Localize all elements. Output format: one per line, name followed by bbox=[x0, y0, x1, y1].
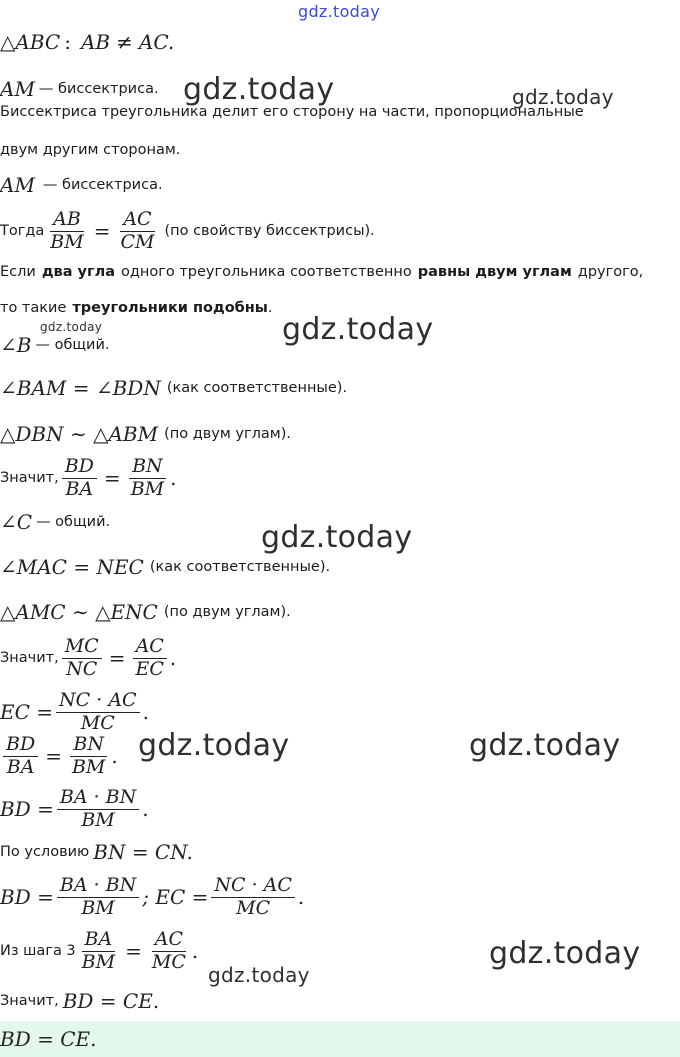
triangle-symbol: △ bbox=[0, 30, 16, 54]
denominator: BM bbox=[81, 950, 116, 973]
similarity-rule-line-1 bbox=[0, 264, 680, 280]
rule-text: другого, bbox=[577, 264, 644, 280]
lhs-expression: EC = bbox=[0, 700, 54, 725]
answer-line bbox=[0, 1027, 680, 1051]
denominator: NC bbox=[66, 657, 98, 680]
vertex-c: C bbox=[16, 510, 33, 534]
fraction-nc-ac-mc bbox=[56, 691, 140, 734]
mid-expression: ; EC = bbox=[142, 885, 209, 910]
bisector-line-2 bbox=[0, 173, 680, 197]
rule-text: . bbox=[267, 300, 273, 316]
reason-text: (по двум углам). bbox=[164, 426, 291, 442]
reason-text: (как соответственные). bbox=[149, 559, 331, 575]
rule-bold-text: треугольники подобны bbox=[72, 300, 268, 316]
prefix-text: Значит, bbox=[0, 650, 59, 667]
given-line bbox=[0, 30, 680, 54]
conclusion-line bbox=[0, 989, 680, 1013]
equals-sign: = bbox=[108, 646, 126, 671]
angle-symbol: ∠ bbox=[0, 510, 17, 534]
rule-bold-text: два угла bbox=[41, 264, 115, 280]
condition-expression: BN = CN. bbox=[93, 840, 193, 864]
numerator: BA · BN bbox=[57, 876, 139, 898]
fraction-bd-ba bbox=[3, 735, 38, 778]
watermark: gdz.today bbox=[261, 520, 413, 555]
denominator: MC bbox=[236, 896, 271, 919]
numerator: BA bbox=[82, 930, 116, 952]
denominator: BA bbox=[65, 477, 94, 500]
numerator: AB bbox=[50, 210, 84, 232]
numerator: AC bbox=[133, 637, 167, 659]
similar-triangles-line-2 bbox=[0, 600, 680, 624]
watermark: gdz.today bbox=[138, 728, 290, 763]
equals-sign: = bbox=[93, 219, 111, 244]
prefix-text: Тогда bbox=[0, 223, 45, 240]
theorem-text-2: двум другим сторонам. bbox=[0, 142, 181, 158]
theorem-text-1: Биссектриса треугольника делит его сторону на части, пропорциональные bbox=[0, 104, 584, 120]
reason-text: (как соответственные). bbox=[166, 380, 348, 396]
equals-sign: = bbox=[45, 744, 62, 769]
prefix-text: По условию bbox=[0, 844, 90, 860]
denominator: BM bbox=[71, 755, 106, 778]
watermark: gdz.today bbox=[40, 320, 103, 334]
rule-text: Если bbox=[0, 264, 36, 280]
period: . bbox=[111, 744, 118, 769]
period: . bbox=[142, 797, 149, 822]
denominator: MC bbox=[80, 711, 115, 734]
prefix-text: Значит, bbox=[0, 993, 59, 1009]
common-text: — общий. bbox=[35, 337, 110, 353]
suffix-text: (по свойству биссектрисы). bbox=[164, 223, 375, 240]
fraction-bd-ba bbox=[62, 457, 97, 500]
bisector-property-line bbox=[0, 210, 680, 253]
ratio-line-1 bbox=[0, 457, 680, 500]
numerator: BN bbox=[129, 457, 166, 479]
watermark: gdz.today bbox=[298, 2, 380, 21]
similarity-statement: △AMC ∼ △ENC bbox=[0, 600, 158, 624]
bisector-text: — биссектриса. bbox=[42, 177, 163, 193]
watermark: gdz.today bbox=[208, 963, 310, 987]
fraction-bn-bm bbox=[128, 457, 167, 500]
lhs-expression: BD = bbox=[0, 885, 54, 910]
similar-triangles-line-1 bbox=[0, 422, 680, 446]
period: . bbox=[169, 646, 177, 671]
similarity-statement: △DBN ∼ △ABM bbox=[0, 422, 159, 446]
watermark: gdz.today bbox=[512, 85, 614, 109]
not-equal-sign: ≠ bbox=[116, 30, 133, 54]
watermark: gdz.today bbox=[489, 936, 641, 971]
denominator: BM bbox=[50, 230, 84, 253]
colon: : bbox=[64, 30, 71, 54]
watermark: gdz.today bbox=[469, 728, 621, 763]
segment-am: AM bbox=[0, 173, 35, 197]
conclusion-expression: BD = CE. bbox=[62, 989, 160, 1013]
common-text: — общий. bbox=[36, 514, 111, 530]
reason-text: (по двум углам). bbox=[163, 604, 291, 620]
fraction-mc-nc bbox=[62, 637, 102, 680]
fraction-ab-bm bbox=[47, 210, 86, 253]
fraction-bn-bm bbox=[69, 735, 108, 778]
vertex-b: B bbox=[16, 333, 32, 357]
denominator: MC bbox=[151, 950, 186, 973]
period: . bbox=[297, 885, 305, 910]
numerator: MC bbox=[62, 637, 102, 659]
fraction-ac-mc bbox=[149, 930, 189, 973]
bisector-text: — биссектриса. bbox=[38, 81, 159, 97]
denominator: BA bbox=[6, 755, 35, 778]
fraction-ac-cm bbox=[117, 210, 157, 253]
condition-line bbox=[0, 840, 680, 864]
rule-text: то такие bbox=[0, 300, 67, 316]
ratio-line-2 bbox=[0, 637, 680, 680]
fraction-ba-bn-bm bbox=[57, 876, 139, 919]
rule-text: одного треугольника соответственно bbox=[120, 264, 412, 280]
lhs-expression: BD = bbox=[0, 797, 54, 822]
numerator: BD bbox=[3, 735, 38, 757]
answer-box bbox=[0, 1021, 680, 1057]
fraction-ac-ec bbox=[132, 637, 166, 680]
segment-ab: AB bbox=[80, 30, 111, 54]
watermark: gdz.today bbox=[183, 72, 335, 107]
numerator: NC · AC bbox=[56, 691, 140, 713]
angle-equality: ∠BAM = ∠BDN bbox=[0, 376, 161, 400]
combined-formula-line bbox=[0, 876, 680, 919]
prefix-text: Значит, bbox=[0, 470, 59, 487]
angle-symbol: ∠ bbox=[0, 333, 17, 357]
numerator: BA · BN bbox=[57, 788, 139, 810]
fraction-ba-bm bbox=[79, 930, 118, 973]
equals-sign: = bbox=[125, 939, 142, 964]
fraction-nc-ac-mc bbox=[211, 876, 295, 919]
triangle-abc: ABC bbox=[15, 30, 61, 54]
denominator: EC bbox=[135, 657, 164, 680]
denominator: CM bbox=[120, 230, 155, 253]
numerator: AC bbox=[120, 210, 154, 232]
denominator: BM bbox=[81, 808, 115, 831]
numerator: BD bbox=[62, 457, 97, 479]
denominator: BM bbox=[130, 477, 165, 500]
segment-am: AM bbox=[0, 77, 35, 101]
segment-ac: AC. bbox=[138, 30, 175, 54]
denominator: BM bbox=[81, 896, 115, 919]
fraction-ba-bn-bm bbox=[57, 788, 139, 831]
bd-formula-line bbox=[0, 788, 680, 831]
numerator: AC bbox=[152, 930, 186, 952]
period: . bbox=[170, 466, 177, 491]
period: . bbox=[142, 700, 149, 725]
angle-equality: ∠MAC = NEC bbox=[0, 555, 144, 579]
equals-sign: = bbox=[103, 466, 121, 491]
angles-equal-line-2 bbox=[0, 555, 680, 579]
theorem-line-2 bbox=[0, 142, 680, 158]
angles-equal-line-1 bbox=[0, 376, 680, 400]
rule-bold-text: равны двум углам bbox=[417, 264, 572, 280]
watermark: gdz.today bbox=[282, 312, 434, 347]
answer-expression: BD = CE. bbox=[0, 1027, 97, 1051]
period: . bbox=[191, 939, 199, 964]
prefix-text: Из шага 3 bbox=[0, 943, 76, 960]
numerator: BN bbox=[70, 735, 107, 757]
numerator: NC · AC bbox=[211, 876, 295, 898]
